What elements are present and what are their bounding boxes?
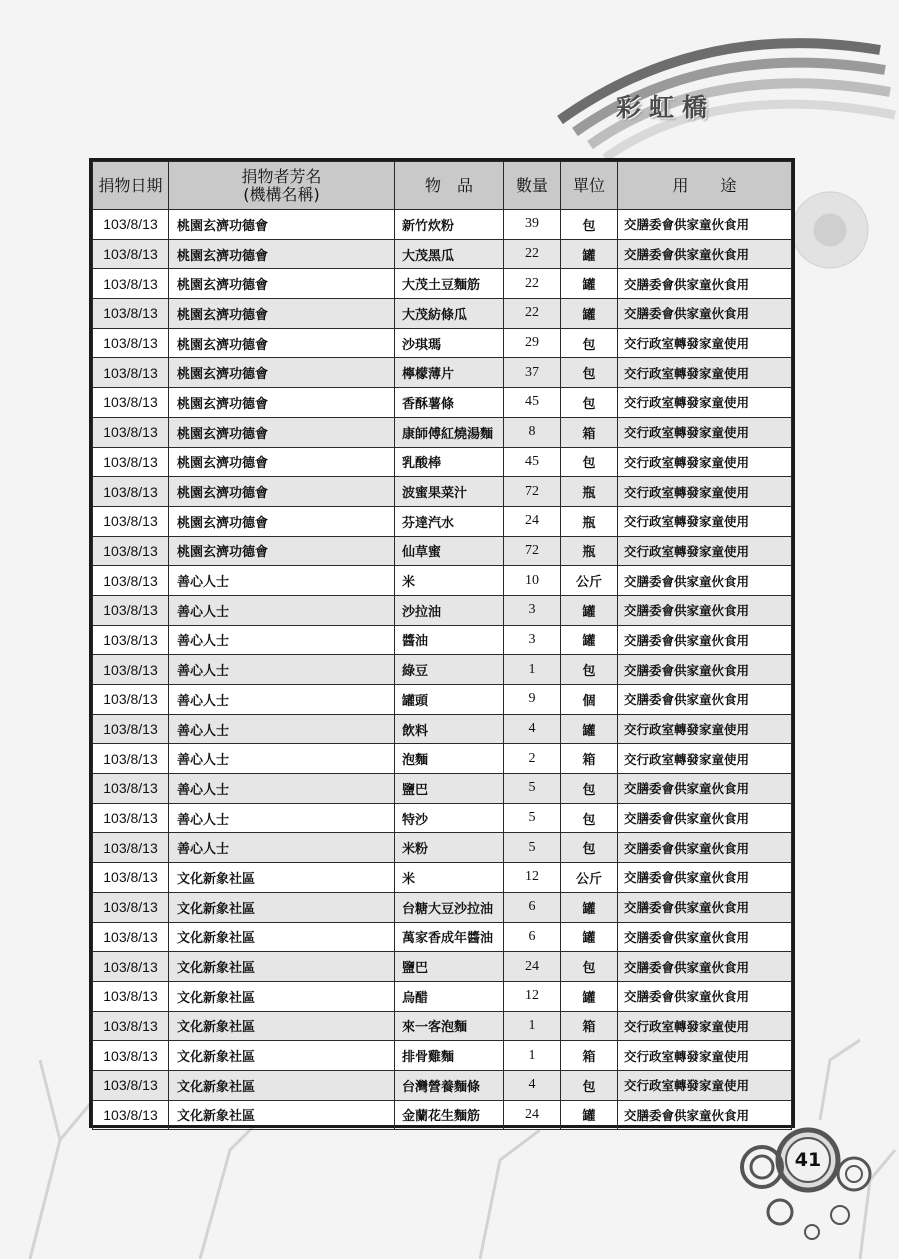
cell-donor: 文化新象社區 [169,892,395,922]
cell-quantity: 1 [504,1041,561,1071]
table-row [93,774,792,804]
cell-donor: 桃園玄濟功德會 [169,506,395,536]
cell-donor: 文化新象社區 [169,1011,395,1041]
cell-donor: 文化新象社區 [169,863,395,893]
cell-item: 罐頭 [395,685,504,715]
cell-date: 103/8/13 [93,981,169,1011]
cell-item: 泡麵 [395,744,504,774]
cell-date: 103/8/13 [93,1041,169,1071]
cell-donor: 桃園玄濟功德會 [169,358,395,388]
cell-unit: 罐 [561,1100,618,1130]
cell-item: 米 [395,863,504,893]
cell-donor: 善心人士 [169,803,395,833]
cell-use: 交膳委會供家童伙食用 [618,685,792,715]
cell-unit: 箱 [561,1041,618,1071]
cell-date: 103/8/13 [93,417,169,447]
cell-date: 103/8/13 [93,595,169,625]
cell-quantity: 37 [504,358,561,388]
cell-item: 沙拉油 [395,595,504,625]
cell-use: 交行政室轉發家童使用 [618,1041,792,1071]
cell-unit: 包 [561,833,618,863]
cell-donor: 桃園玄濟功德會 [169,328,395,358]
cell-use: 交膳委會供家童伙食用 [618,269,792,299]
cell-item: 烏醋 [395,981,504,1011]
cell-donor: 善心人士 [169,714,395,744]
table-row [93,892,792,922]
cell-donor: 善心人士 [169,566,395,596]
cell-donor: 善心人士 [169,744,395,774]
cell-unit: 罐 [561,981,618,1011]
cell-item: 飲料 [395,714,504,744]
cell-item: 芬達汽水 [395,506,504,536]
cell-date: 103/8/13 [93,1011,169,1041]
cell-unit: 箱 [561,1011,618,1041]
cell-item: 米粉 [395,833,504,863]
cell-quantity: 5 [504,803,561,833]
cell-date: 103/8/13 [93,358,169,388]
cell-quantity: 72 [504,536,561,566]
cell-donor: 善心人士 [169,625,395,655]
column-header-unit: 單位 [561,162,618,210]
cell-quantity: 24 [504,506,561,536]
cell-date: 103/8/13 [93,477,169,507]
cell-item: 台灣營養麵條 [395,1070,504,1100]
cell-use: 交膳委會供家童伙食用 [618,981,792,1011]
table-row [93,299,792,329]
cell-use: 交膳委會供家童伙食用 [618,833,792,863]
cell-donor: 善心人士 [169,685,395,715]
cell-date: 103/8/13 [93,269,169,299]
table-row [93,1041,792,1071]
cell-item: 康師傅紅燒湯麵 [395,417,504,447]
cell-quantity: 24 [504,952,561,982]
cell-item: 綠豆 [395,655,504,685]
cell-quantity: 1 [504,1011,561,1041]
table-row [93,210,792,240]
cell-use: 交膳委會供家童伙食用 [618,210,792,240]
cell-donor: 桃園玄濟功德會 [169,447,395,477]
cell-item: 米 [395,566,504,596]
cell-donor: 桃園玄濟功德會 [169,239,395,269]
cell-use: 交行政室轉發家童使用 [618,536,792,566]
cell-quantity: 2 [504,744,561,774]
cell-unit: 包 [561,388,618,418]
cell-date: 103/8/13 [93,833,169,863]
flower-graphic [792,192,868,268]
cell-donor: 善心人士 [169,595,395,625]
cell-unit: 箱 [561,417,618,447]
cell-unit: 罐 [561,239,618,269]
cell-item: 香酥薯條 [395,388,504,418]
cell-unit: 瓶 [561,477,618,507]
cell-quantity: 3 [504,625,561,655]
cell-date: 103/8/13 [93,952,169,982]
cell-date: 103/8/13 [93,625,169,655]
cell-item: 鹽巴 [395,952,504,982]
cell-unit: 公斤 [561,863,618,893]
cell-item: 沙琪瑪 [395,328,504,358]
cell-date: 103/8/13 [93,566,169,596]
cell-item: 萬家香成年醬油 [395,922,504,952]
cell-use: 交膳委會供家童伙食用 [618,239,792,269]
cell-donor: 桃園玄濟功德會 [169,477,395,507]
table-row [93,863,792,893]
cell-date: 103/8/13 [93,1100,169,1130]
table-row [93,981,792,1011]
cell-use: 交膳委會供家童伙食用 [618,299,792,329]
cell-date: 103/8/13 [93,744,169,774]
table-row [93,536,792,566]
cell-use: 交膳委會供家童伙食用 [618,1100,792,1130]
cell-date: 103/8/13 [93,1070,169,1100]
cell-quantity: 45 [504,447,561,477]
cell-use: 交行政室轉發家童使用 [618,447,792,477]
cell-quantity: 22 [504,299,561,329]
table-header-row [93,162,792,210]
cell-donor: 桃園玄濟功德會 [169,417,395,447]
cell-use: 交行政室轉發家童使用 [618,388,792,418]
cell-item: 檸檬薄片 [395,358,504,388]
cell-donor: 善心人士 [169,655,395,685]
cell-unit: 包 [561,447,618,477]
cell-date: 103/8/13 [93,922,169,952]
cell-item: 新竹炊粉 [395,210,504,240]
cell-use: 交膳委會供家童伙食用 [618,952,792,982]
table-row [93,1070,792,1100]
cell-quantity: 22 [504,269,561,299]
cell-item: 排骨雞麵 [395,1041,504,1071]
cell-date: 103/8/13 [93,774,169,804]
cell-use: 交膳委會供家童伙食用 [618,774,792,804]
table-row [93,714,792,744]
cell-unit: 罐 [561,892,618,922]
cell-item: 大茂紡條瓜 [395,299,504,329]
cell-donor: 桃園玄濟功德會 [169,536,395,566]
cell-unit: 包 [561,774,618,804]
table-row [93,952,792,982]
cell-use: 交行政室轉發家童使用 [618,417,792,447]
cell-donor: 文化新象社區 [169,952,395,982]
cell-unit: 包 [561,210,618,240]
table-row [93,1100,792,1130]
table-row [93,595,792,625]
table-row [93,388,792,418]
cell-unit: 公斤 [561,566,618,596]
cell-use: 交膳委會供家童伙食用 [618,655,792,685]
cell-item: 醬油 [395,625,504,655]
table-row [93,506,792,536]
cell-donor: 善心人士 [169,774,395,804]
cell-item: 鹽巴 [395,774,504,804]
table-row [93,566,792,596]
cell-quantity: 39 [504,210,561,240]
cell-use: 交行政室轉發家童使用 [618,477,792,507]
cell-date: 103/8/13 [93,506,169,536]
cell-donor: 文化新象社區 [169,922,395,952]
table-row [93,269,792,299]
cell-quantity: 4 [504,714,561,744]
cell-item: 乳酸棒 [395,447,504,477]
cell-quantity: 12 [504,981,561,1011]
cell-date: 103/8/13 [93,299,169,329]
cell-quantity: 6 [504,892,561,922]
table-row [93,685,792,715]
cell-quantity: 5 [504,833,561,863]
column-header-use: 用 途 [618,162,792,210]
cell-unit: 包 [561,952,618,982]
table-row [93,833,792,863]
cell-use: 交膳委會供家童伙食用 [618,892,792,922]
cell-unit: 箱 [561,744,618,774]
cell-use: 交行政室轉發家童使用 [618,1070,792,1100]
cell-use: 交行政室轉發家童使用 [618,506,792,536]
cell-quantity: 1 [504,655,561,685]
cell-donor: 文化新象社區 [169,1100,395,1130]
cell-unit: 個 [561,685,618,715]
table-row [93,417,792,447]
cell-use: 交膳委會供家童伙食用 [618,922,792,952]
cell-donor: 善心人士 [169,833,395,863]
table-row [93,447,792,477]
cell-donor: 桃園玄濟功德會 [169,210,395,240]
cell-quantity: 3 [504,595,561,625]
cell-date: 103/8/13 [93,447,169,477]
cell-item: 大茂黑瓜 [395,239,504,269]
cell-date: 103/8/13 [93,863,169,893]
cell-date: 103/8/13 [93,536,169,566]
table-row [93,744,792,774]
cell-donor: 文化新象社區 [169,1041,395,1071]
cell-date: 103/8/13 [93,210,169,240]
cell-item: 大茂土豆麵筋 [395,269,504,299]
cell-quantity: 8 [504,417,561,447]
donation-table [92,161,792,1130]
cell-use: 交膳委會供家童伙食用 [618,625,792,655]
cell-donor: 桃園玄濟功德會 [169,299,395,329]
cell-quantity: 9 [504,685,561,715]
cell-item: 來一客泡麵 [395,1011,504,1041]
section-title: 彩虹橋 [616,93,716,122]
cell-donor: 文化新象社區 [169,1070,395,1100]
cell-donor: 桃園玄濟功德會 [169,388,395,418]
cell-use: 交膳委會供家童伙食用 [618,595,792,625]
cell-unit: 包 [561,328,618,358]
table-row [93,625,792,655]
cell-date: 103/8/13 [93,892,169,922]
cell-unit: 罐 [561,595,618,625]
cell-donor: 桃園玄濟功德會 [169,269,395,299]
cell-date: 103/8/13 [93,328,169,358]
cell-date: 103/8/13 [93,685,169,715]
cell-item: 台糖大豆沙拉油 [395,892,504,922]
column-header-quantity: 數量 [504,162,561,210]
cell-quantity: 45 [504,388,561,418]
cell-unit: 瓶 [561,506,618,536]
cell-use: 交行政室轉發家童使用 [618,358,792,388]
column-header-item: 物 品 [395,162,504,210]
cell-item: 仙草蜜 [395,536,504,566]
cell-use: 交膳委會供家童伙食用 [618,803,792,833]
table-row [93,803,792,833]
table-row [93,477,792,507]
cell-unit: 罐 [561,714,618,744]
cell-quantity: 10 [504,566,561,596]
table-row [93,655,792,685]
cell-use: 交行政室轉發家童使用 [618,744,792,774]
table-row [93,358,792,388]
cell-quantity: 5 [504,774,561,804]
cell-unit: 包 [561,803,618,833]
cell-item: 波蜜果菜汁 [395,477,504,507]
table-body [93,210,792,1130]
cell-quantity: 6 [504,922,561,952]
cell-quantity: 22 [504,239,561,269]
cell-quantity: 24 [504,1100,561,1130]
column-header-donor: 捐物者芳名 (機構名稱) [169,162,395,210]
table-row [93,1011,792,1041]
table-row [93,239,792,269]
cell-unit: 包 [561,1070,618,1100]
page-number: 41 [794,1149,822,1171]
cell-item: 金蘭花生麵筋 [395,1100,504,1130]
cell-unit: 罐 [561,299,618,329]
cell-use: 交行政室轉發家童使用 [618,714,792,744]
cell-quantity: 29 [504,328,561,358]
column-header-date: 捐物日期 [93,162,169,210]
cell-unit: 罐 [561,922,618,952]
cell-quantity: 72 [504,477,561,507]
cell-donor: 文化新象社區 [169,981,395,1011]
cell-use: 交行政室轉發家童使用 [618,1011,792,1041]
cell-unit: 包 [561,655,618,685]
cell-date: 103/8/13 [93,714,169,744]
rainbow-arc-graphic [560,43,895,158]
cell-unit: 罐 [561,625,618,655]
cell-use: 交膳委會供家童伙食用 [618,566,792,596]
cell-date: 103/8/13 [93,803,169,833]
cell-item: 特沙 [395,803,504,833]
cell-date: 103/8/13 [93,655,169,685]
cell-use: 交膳委會供家童伙食用 [618,863,792,893]
cell-unit: 罐 [561,269,618,299]
table-row [93,328,792,358]
cell-unit: 包 [561,358,618,388]
table-row [93,922,792,952]
cell-date: 103/8/13 [93,388,169,418]
cell-use: 交行政室轉發家童使用 [618,328,792,358]
cell-quantity: 4 [504,1070,561,1100]
cell-quantity: 12 [504,863,561,893]
cell-unit: 瓶 [561,536,618,566]
donation-table-container [89,158,795,1128]
cell-date: 103/8/13 [93,239,169,269]
